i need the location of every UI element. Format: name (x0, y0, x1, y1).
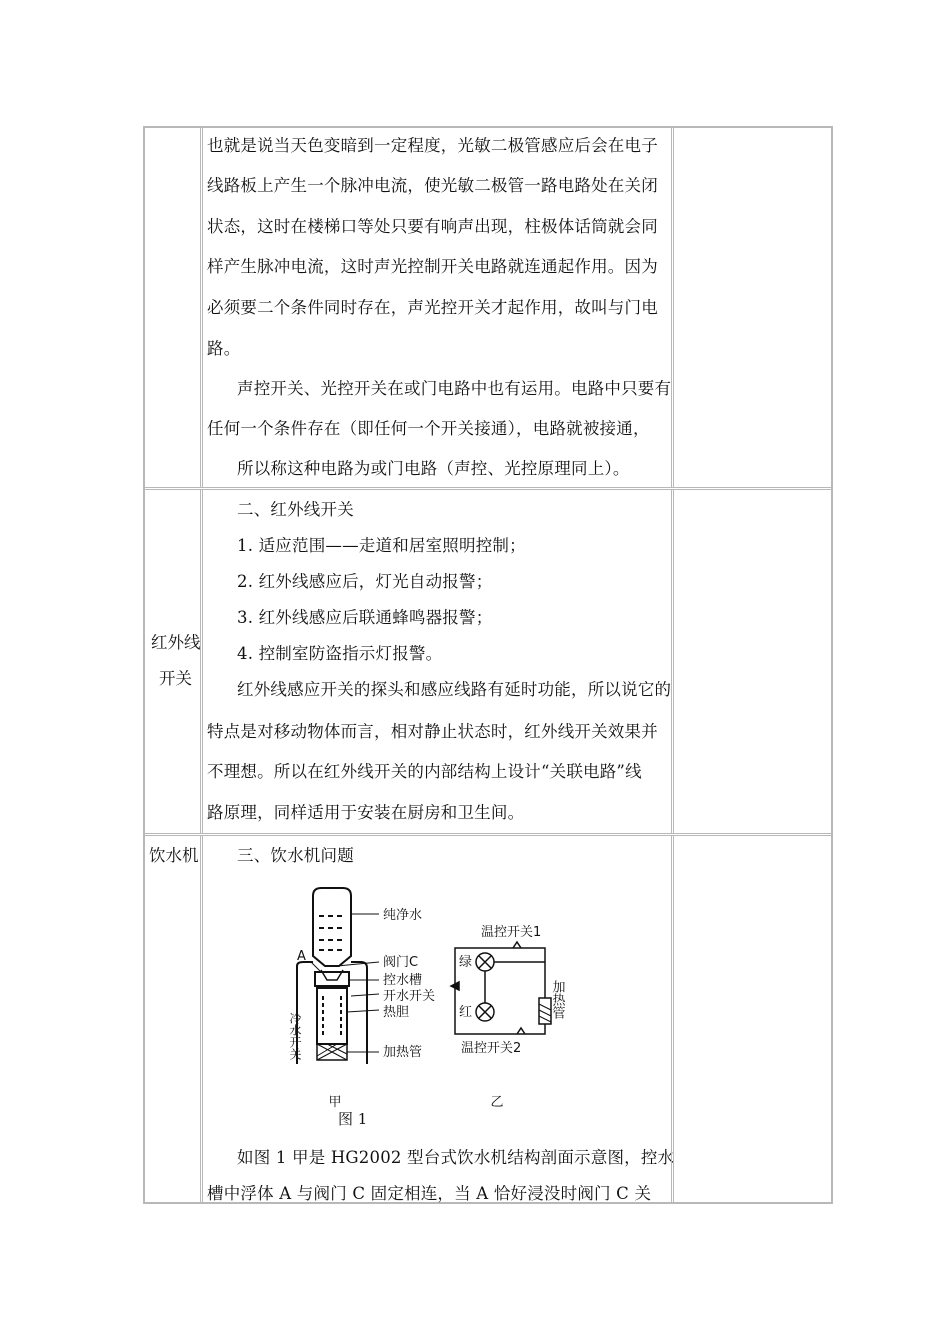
paragraph-line: 样产生脉冲电流，这时声光控制开关电路就连通起作用。因为 (207, 257, 658, 276)
list-item: 2. 红外线感应后，灯光自动报警； (237, 572, 493, 591)
label-sub-yi: 乙 (490, 1095, 504, 1110)
row-content-cell (203, 836, 675, 1203)
content-table (143, 126, 833, 1204)
row-label-cell (145, 128, 203, 487)
paragraph-line: 槽中浮体 A 与阀门 C 固定相连，当 A 恰好浸没时阀门 C 关 (207, 1184, 652, 1203)
paragraph-line: 特点是对移动物体而言，相对静止状态时，红外线开关效果并 (207, 722, 658, 741)
table-row (145, 128, 831, 490)
dispenser-structure-diagram (297, 888, 379, 1064)
paragraph-line: 路原理，同样适用于安装在厨房和卫生间。 (207, 803, 525, 822)
row-notes-cell (671, 128, 831, 487)
figure-caption: 图 1 (338, 1110, 368, 1128)
paragraph-line: 所以称这种电路为或门电路（声控、光控原理同上）。 (237, 459, 630, 478)
water-dispenser-figure (288, 884, 621, 1114)
row-label: 红外线 (151, 633, 201, 652)
label-heater-tube: 加热管 (383, 1045, 423, 1060)
label-hot-liner: 热胆 (383, 1005, 410, 1020)
table-row (145, 836, 831, 1202)
section-heading: 二、红外线开关 (237, 500, 354, 519)
label-sub-jia: 甲 (328, 1095, 342, 1110)
paragraph-line: 必须要二个条件同时存在，声光控开关才起作用，故叫与门电 (207, 298, 658, 317)
label-red-lamp: 红 (459, 1005, 473, 1020)
row-notes-cell (671, 836, 831, 1202)
row-label: 开关 (159, 669, 192, 688)
paragraph-line: 状态，这时在楼梯口等处只要有响声出现，柱极体话筒就会同 (207, 217, 658, 236)
label-valve-c: 阀门C (383, 955, 419, 970)
row-content-cell (203, 128, 671, 487)
paragraph-line: 任何一个条件存在（即任何一个开关接通），电路就被接通， (207, 419, 650, 438)
row-label: 饮水机 (149, 846, 199, 865)
label-control-tank: 控水槽 (383, 973, 423, 988)
section-heading: 三、饮水机问题 (237, 846, 354, 865)
label-heater: 加热管 (549, 980, 565, 1019)
row-content-cell (203, 490, 671, 833)
table-row (145, 490, 831, 836)
paragraph-line: 红外线感应开关的探头和感应线路有延时功能，所以说它的 (237, 680, 672, 699)
paragraph-line: 声控开关、光控开关在或门电路中也有运用。电路中只要有 (237, 379, 672, 398)
label-float-a: A (297, 949, 306, 964)
list-item: 1. 适应范围——走道和居室照明控制； (237, 536, 526, 555)
paragraph-line: 如图 1 甲是 HG2002 型台式饮水机结构剖面示意图，控水 (237, 1148, 675, 1167)
row-label-cell (145, 490, 203, 833)
label-cold-switch: 冷水开关 (288, 1012, 302, 1060)
label-green-lamp: 绿 (459, 955, 473, 970)
label-pure-water: 纯净水 (383, 908, 423, 923)
label-hot-switch: 开水开关 (383, 989, 436, 1004)
row-label-cell (145, 836, 203, 1202)
label-thermostat-2: 温控开关2 (461, 1041, 522, 1056)
label-thermostat-1: 温控开关1 (481, 925, 542, 940)
paragraph-line: 路。 (207, 339, 241, 358)
list-item: 3. 红外线感应后联通蜂鸣器报警； (237, 608, 493, 627)
paragraph-line: 也就是说当天色变暗到一定程度，光敏二极管感应后会在电子 (207, 136, 658, 155)
list-item: 4. 控制室防盗指示灯报警。 (237, 644, 443, 663)
paragraph-line: 不理想。所以在红外线开关的内部结构上设计“关联电路”线 (207, 762, 642, 781)
paragraph-line: 线路板上产生一个脉冲电流，使光敏二极管一路电路处在关闭 (207, 176, 658, 195)
row-notes-cell (671, 490, 831, 833)
